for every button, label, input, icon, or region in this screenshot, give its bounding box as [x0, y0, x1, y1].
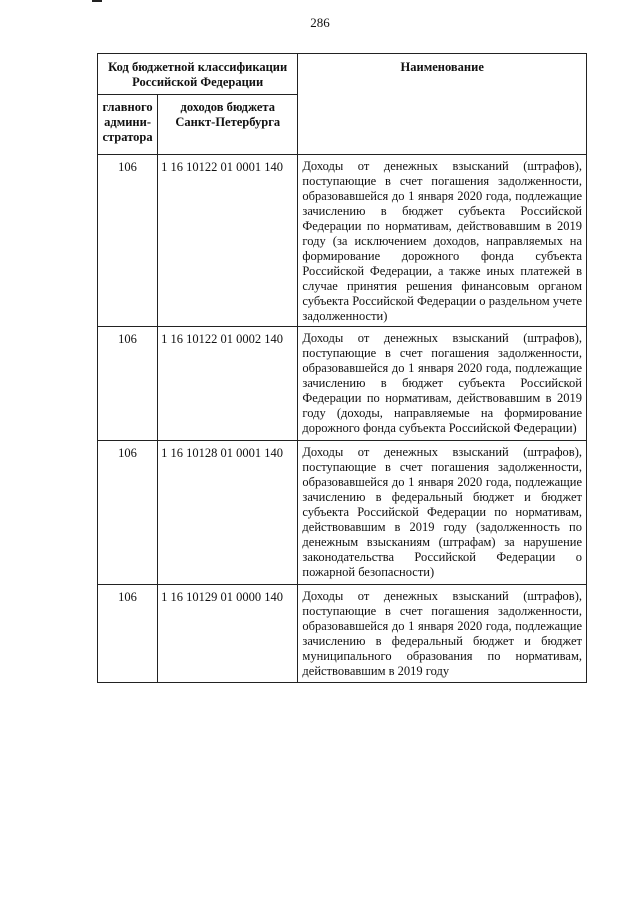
page-number: 286 — [310, 15, 330, 30]
table-row — [98, 327, 587, 441]
row-income-code: 1 16 10122 01 0002 140 — [158, 327, 298, 441]
row-admin-code: 106 — [98, 327, 158, 441]
row-name: Доходы от денежных взысканий (штрафов), поступающие в счет погашения задолженности, образовавшейся до 1 января 2020 года, подлежащие зачислению в бюджет субъекта Российской Федерации по нормативам, действовавшим в 2019 году (доходы, направляемые на формирование дорожного фонда субъекта Российской Федерации) — [298, 327, 587, 441]
classification-code-header: Код бюджетной классификации Российской Федерации — [98, 54, 298, 95]
row-income-code: 1 16 10128 01 0001 140 — [158, 441, 298, 585]
row-income-code: 1 16 10129 01 0000 140 — [158, 585, 298, 683]
table-row — [98, 585, 587, 683]
row-admin-code: 106 — [98, 585, 158, 683]
row-name: Доходы от денежных взысканий (штрафов), поступающие в счет погашения задолженности, образовавшейся до 1 января 2020 года, подлежащие зачислению в бюджет субъекта Российской Федерации по нормативам, действовавшим в 2019 году (за исключением доходов, направляемых на формирование дорожного фонда субъекта Российской Федерации, а также иных платежей в случае принятия решения финансовым органом субъекта Российской Федерации о раздельном учете задолженности) — [298, 155, 587, 327]
table-body — [98, 155, 587, 683]
row-name: Доходы от денежных взысканий (штрафов), поступающие в счет погашения задолженности, образовавшейся до 1 января 2020 года, подлежащие зачислению в федеральный бюджет и бюджет субъекта Российской Федерации по нормативам, действовавшим в 2019 году (задолженность по денежным взысканиям (штрафам) за нарушение законодательства Российской Федерации о пожарной безопасности) — [298, 441, 587, 585]
row-admin-code: 106 — [98, 155, 158, 327]
table-row — [98, 441, 587, 585]
table-row — [98, 155, 587, 327]
row-name: Доходы от денежных взысканий (штрафов), поступающие в счет погашения задолженности, образовавшейся до 1 января 2020 года, подлежащие зачислению в федеральный бюджет и бюджет муниципального образования по нормативам, действовавшим в 2019 году — [298, 585, 587, 683]
name-header: Наименование — [298, 54, 587, 155]
row-income-code: 1 16 10122 01 0001 140 — [158, 155, 298, 327]
row-admin-code: 106 — [98, 441, 158, 585]
scan-mark — [92, 0, 102, 2]
budget-classification-table — [97, 53, 587, 683]
admin-header: главного админи-стратора — [98, 95, 158, 155]
income-code-header: доходов бюджета Санкт-Петербурга — [158, 95, 298, 155]
table-header-row — [98, 54, 587, 95]
